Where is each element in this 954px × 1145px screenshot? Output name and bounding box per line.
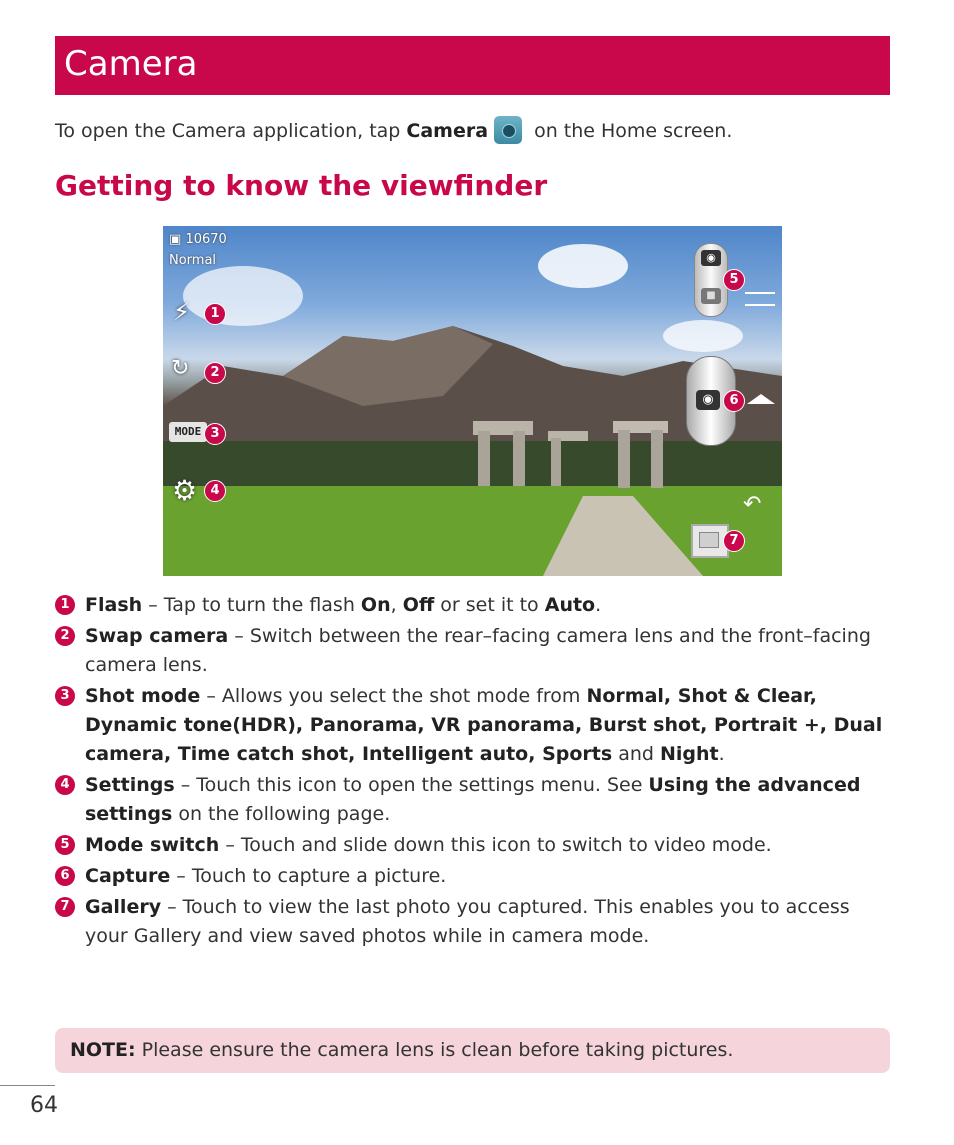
viewfinder-screenshot	[163, 226, 782, 576]
capture-camera-icon: ◉	[696, 390, 720, 410]
photo-count	[169, 232, 227, 247]
intro-paragraph	[55, 116, 732, 145]
picture-size-label: Normal	[169, 253, 217, 268]
legend-bold: Auto	[544, 594, 596, 616]
back-icon[interactable]: ↶	[743, 492, 762, 517]
viewfinder-legend	[55, 591, 885, 953]
swap-camera-icon[interactable]: ↻	[171, 356, 190, 381]
legend-text: ,	[390, 594, 403, 616]
gallery-icon	[699, 532, 719, 548]
legend-text: – Touch to view the last photo you captured. This enables you to access your Gallery and view saved photos while in camera mode.	[85, 896, 850, 947]
note-body: Please ensure the camera lens is clean before taking pictures.	[135, 1039, 734, 1061]
legend-text: – Allows you select the shot mode from	[200, 685, 587, 707]
flash-icon[interactable]: ⚡	[173, 298, 190, 326]
note-box	[55, 1028, 890, 1073]
intro-app-name: Camera	[406, 120, 489, 142]
legend-number: 7	[55, 897, 75, 917]
legend-item-mode-switch	[55, 831, 885, 860]
legend-text: – Tap to turn the flash	[142, 594, 361, 616]
legend-number: 5	[55, 835, 75, 855]
camera-app-icon	[494, 116, 522, 144]
legend-number: 4	[55, 775, 75, 795]
legend-text: – Touch this icon to open the settings menu. See	[174, 774, 649, 796]
home-icon[interactable]	[747, 394, 775, 404]
legend-item-gallery	[55, 893, 885, 951]
note-text	[70, 1037, 733, 1063]
legend-text: – Touch to capture a picture.	[170, 865, 447, 887]
legend-text: on the following page.	[172, 803, 391, 825]
section-title: Getting to know the viewfinder	[55, 169, 548, 202]
intro-suffix: on the Home screen.	[528, 120, 733, 142]
legend-bold: On	[360, 594, 391, 616]
legend-term: Capture	[85, 865, 171, 887]
legend-item-shot-mode	[55, 682, 885, 769]
legend-bold: Off	[402, 594, 435, 616]
photo-count-value: 10670	[185, 232, 227, 247]
legend-item-flash	[55, 591, 885, 620]
shot-mode-button[interactable]: MODE	[169, 422, 207, 442]
legend-item-swap-camera	[55, 622, 885, 680]
intro-prefix: To open the Camera application, tap	[55, 120, 407, 142]
callout-4: 4	[204, 480, 226, 502]
note-label: NOTE:	[70, 1039, 136, 1061]
legend-bold: Using the advanced settings	[85, 774, 861, 825]
callout-2: 2	[204, 362, 226, 384]
legend-text: or set it to	[434, 594, 545, 616]
legend-number: 3	[55, 686, 75, 706]
legend-term: Mode switch	[85, 834, 220, 856]
legend-item-settings	[55, 771, 885, 829]
menu-icon[interactable]	[745, 292, 775, 306]
legend-item-capture	[55, 862, 885, 891]
callout-3: 3	[204, 423, 226, 445]
callout-7: 7	[723, 530, 745, 552]
legend-term: Settings	[85, 774, 175, 796]
chapter-header-bar	[55, 36, 890, 95]
legend-number: 2	[55, 626, 75, 646]
legend-text: .	[718, 743, 725, 765]
chapter-title: Camera	[64, 44, 198, 84]
legend-number: 6	[55, 866, 75, 886]
callout-1: 1	[204, 303, 226, 325]
legend-term: Flash	[85, 594, 143, 616]
video-camera-icon: ■	[701, 288, 721, 304]
legend-text: – Touch and slide down this icon to switch to video mode.	[219, 834, 772, 856]
callout-6: 6	[723, 390, 745, 412]
camera-icon: ◉	[701, 250, 721, 266]
legend-text: and	[612, 743, 660, 765]
legend-term: Gallery	[85, 896, 162, 918]
legend-text: – Switch between the rear–facing camera lens and the front–facing camera lens.	[85, 625, 871, 676]
legend-text: .	[595, 594, 602, 616]
legend-term: Shot mode	[85, 685, 201, 707]
settings-gear-icon[interactable]: ⚙	[172, 474, 198, 507]
legend-term: Swap camera	[85, 625, 229, 647]
page-number-rule	[0, 1085, 55, 1086]
callout-5: 5	[723, 269, 745, 291]
legend-number: 1	[55, 595, 75, 615]
page-number: 64	[30, 1093, 58, 1118]
legend-bold: Night	[660, 743, 719, 765]
photo-count-camera-icon: ▣	[169, 232, 182, 247]
legend-bold: Normal, Shot & Clear, Dynamic tone(HDR), Panorama, VR panorama, Burst shot, Portrait +, Dual camera, Time catch shot, Intelligent auto, Sports	[85, 685, 883, 765]
